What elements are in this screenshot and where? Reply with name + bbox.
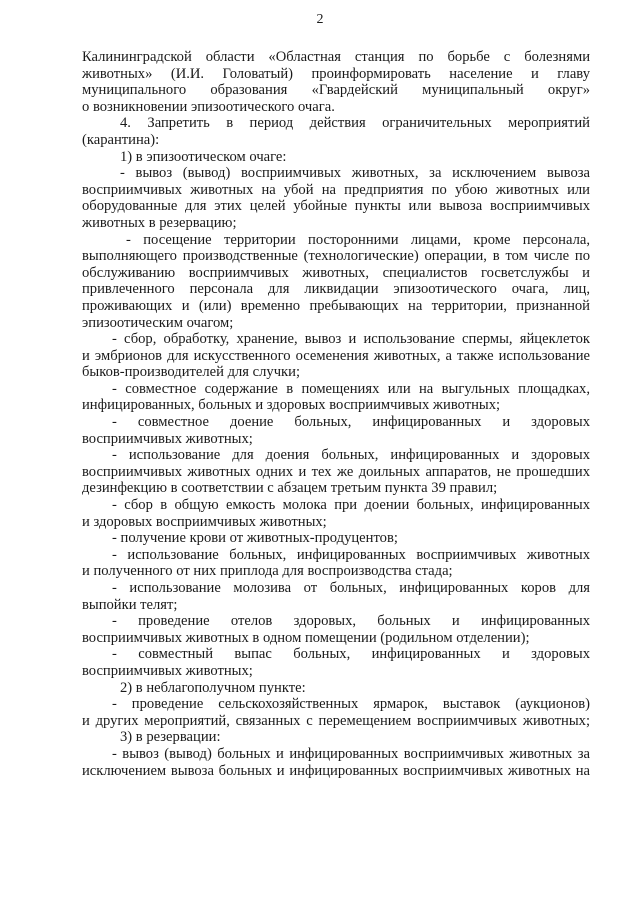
text-line: - вывоз (вывод) восприимчивых животных, за исключением вывоза bbox=[120, 165, 590, 182]
text-line: и других мероприятий, связанных с перемещением восприимчивых животных; bbox=[82, 712, 590, 729]
text-line: Калининградской области «Областная станция по борьбе с болезнями bbox=[82, 49, 590, 65]
text-line: привлеченного персонала для ликвидации эпизоотического очага, лиц, bbox=[82, 281, 590, 298]
text-line: обслуживанию восприимчивых животных, специалистов госветслужбы и bbox=[82, 264, 590, 281]
text-line: 1) в эпизоотическом очаге: bbox=[120, 148, 287, 165]
text-line: выпойки телят; bbox=[82, 596, 178, 613]
page-number: 2 bbox=[316, 12, 324, 27]
text-line: муниципального образования «Гвардейский муниципальный округ» bbox=[82, 82, 590, 99]
text-line: 4. Запретить в период действия ограничительных мероприятий bbox=[120, 115, 590, 132]
text-line: 3) в резервации: bbox=[120, 729, 221, 746]
text-line: - совместное содержание в помещениях или на выгульных площадках, bbox=[112, 380, 590, 397]
text-line: о возникновении эпизоотического очага. bbox=[82, 98, 335, 115]
text-line: - совместное доение больных, инфицированных и здоровых bbox=[112, 414, 590, 431]
text-line: проживающих и (или) временно пребывающих на территории, признанной bbox=[82, 297, 590, 314]
text-line: - сбор, обработку, хранение, вывоз и использование спермы, яйцеклеток bbox=[112, 331, 590, 348]
text-line: быков-производителей для случки; bbox=[82, 364, 301, 381]
text-line: животных» (И.И. Головатый) проинформировать население и главу bbox=[82, 65, 590, 82]
text-line: животных в резервацию; bbox=[82, 214, 237, 231]
text-line: выполняющего производственные (технологические) операции, в том числе по bbox=[82, 248, 590, 265]
text-line: - вывоз (вывод) больных и инфицированных восприимчивых животных за bbox=[112, 745, 590, 762]
text-line: восприимчивых животных; bbox=[82, 430, 253, 447]
text-line: восприимчивых животных на убой на предприятия по убою животных или bbox=[82, 181, 590, 198]
text-line: восприимчивых животных; bbox=[82, 662, 253, 679]
text-line: и здоровых восприимчивых животных; bbox=[82, 513, 327, 530]
text-line: дезинфекцию в соответствии с абзацем третьим пункта 39 правил; bbox=[82, 480, 498, 497]
text-line: исключением вывоза больных и инфицированных восприимчивых животных на bbox=[82, 762, 590, 779]
text-line: оборудованные для этих целей убойные пункты или вывоза восприимчивых bbox=[82, 198, 590, 215]
text-line: - посещение территории посторонними лицами, кроме персонала, bbox=[126, 231, 590, 248]
text-line: - использование для доения больных, инфицированных и здоровых bbox=[112, 447, 590, 464]
text-line: и полученного от них приплода для воспроизводства стада; bbox=[82, 563, 453, 580]
text-line: и эмбрионов для искусственного осеменения животных, а также использование bbox=[82, 347, 590, 364]
text-line: эпизоотическим очагом; bbox=[82, 314, 234, 331]
text-line: - получение крови от животных-продуцентов; bbox=[112, 530, 398, 547]
text-line: восприимчивых животных одних и тех же доильных аппаратов, не прошедших bbox=[82, 463, 590, 480]
text-line: восприимчивых животных в одном помещении (родильном отделении); bbox=[82, 629, 530, 646]
text-line: инфицированных, больных и здоровых восприимчивых животных; bbox=[82, 397, 501, 414]
text-line: - использование больных, инфицированных восприимчивых животных bbox=[112, 546, 590, 563]
text-line: - использование молозива от больных, инфицированных коров для bbox=[112, 580, 590, 596]
text-line: (карантина): bbox=[82, 131, 160, 148]
document-body bbox=[82, 49, 590, 779]
text-line: - сбор в общую емкость молока при доении больных, инфицированных bbox=[112, 497, 590, 514]
text-line: - совместный выпас больных, инфицированных и здоровых bbox=[112, 646, 590, 663]
text-line: - проведение отелов здоровых, больных и инфицированных bbox=[112, 613, 590, 630]
text-line: 2) в неблагополучном пункте: bbox=[120, 679, 306, 696]
text-line: - проведение сельскохозяйственных ярмарок, выставок (аукционов) bbox=[112, 696, 590, 713]
